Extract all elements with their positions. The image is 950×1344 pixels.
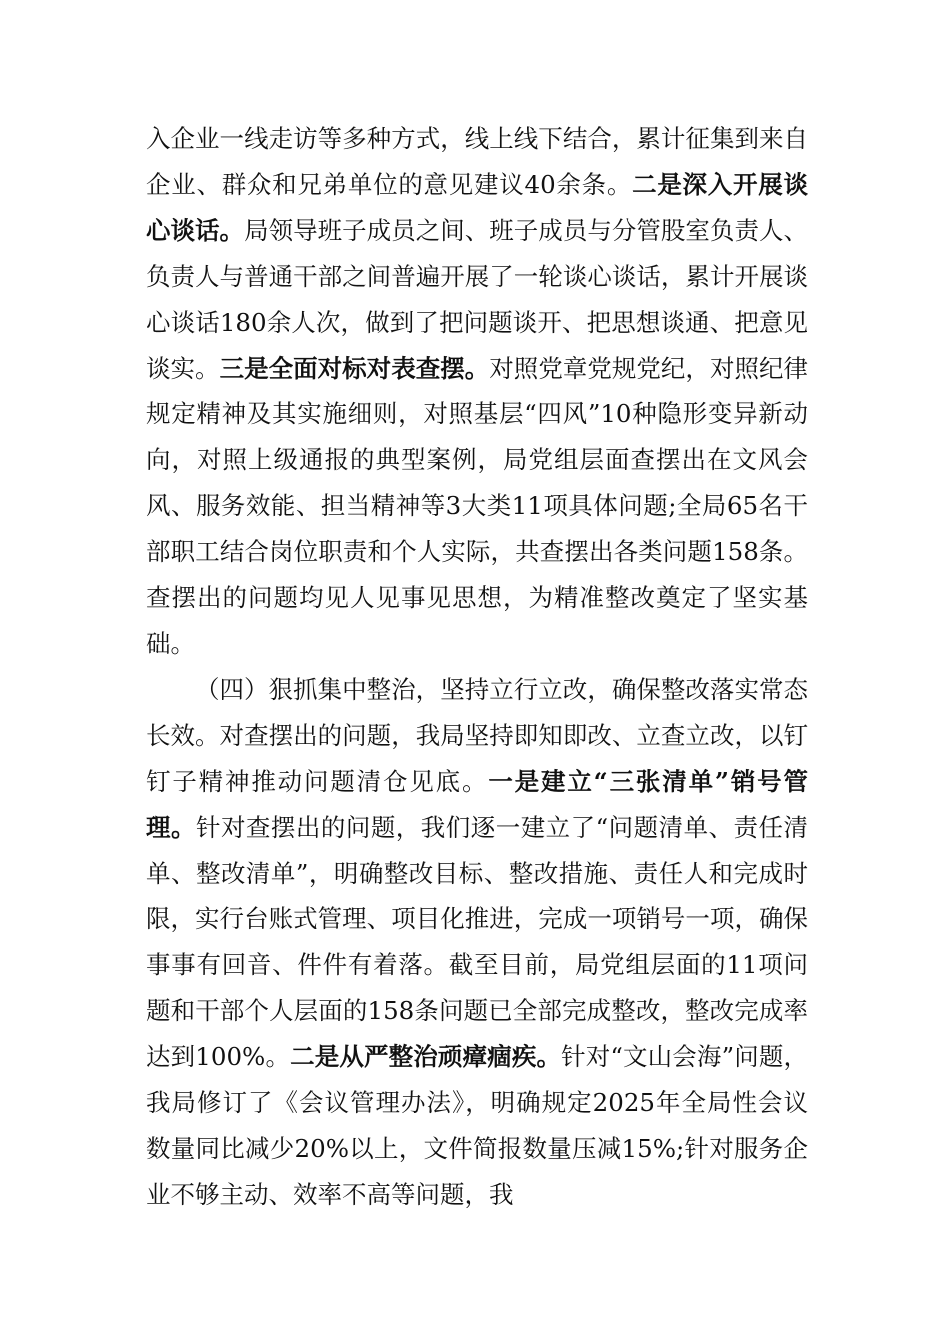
paragraph-text: 针对查摆出的问题，我们逐一建立了“问题清单、责任清单、整改清单”，明确整改目标、整改措施、责任人和完成时限，实行台账式管理、项目化推进，完成一项销号一项，确保事事有回音、件件有着落。截至目前，局党组层面的11项问题和干部个人层面的158条问题已全部完成整改，整改完成率达到100%。 [146,812,809,1072]
bold-heading-talks: 二是深入开展谈心谈话。 [146,169,808,245]
paragraph-text: 入企业一线走访等多种方式，线上线下结合，累计征集到来自企业、群众和兄弟单位的意见建议40余条。 [146,124,808,199]
bold-heading-rectify: 二是从严整治顽瘴痼疾。 [290,1042,562,1072]
paragraph-text: 对照党章党规党纪，对照纪律规定精神及其实施细则，对照基层“四风”10种隐形变异新动向，对照上级通报的典型案例，局党组层面查摆出在文风会风、服务效能、担当精神等3大类11项具体问题;全局65名干部职工结合岗位职责和个人实际，共查摆出各类问题158条。查摆出的问题均见人见事见思想，为精准整改奠定了坚实基础。 [146,353,809,658]
bold-heading-three-lists: 一是建立“三张清单”销号管理。 [146,766,809,842]
section-heading-four: （四）狠抓集中整治，坚持立行立改，确保整改落实常态长效。对查摆出的问题，我局坚持即知即改、立查立改，以钉钉子精神推动问题清仓见底。 [146,674,808,796]
bold-heading-benchmark: 三是全面对标对表查摆。 [219,353,490,383]
paragraph-text: 局领导班子成员之间、班子成员与分管股室负责人、负责人与普通干部之间普遍开展了一轮谈心谈话，累计开展谈心谈话180余人次，做到了把问题谈开、把思想谈通、把意见谈实。 [146,215,808,383]
paragraph-text: 针对“文山会海”问题，我局修订了《会议管理办法》，明确规定2025年全局性会议数量同比减少20%以上，文件简报数量压减15%;针对服务企业不够主动、效率不高等问题，我 [146,1042,808,1209]
paragraph-1 [146,116,808,667]
document-body [146,116,808,1218]
paragraph-2 [146,667,808,1218]
